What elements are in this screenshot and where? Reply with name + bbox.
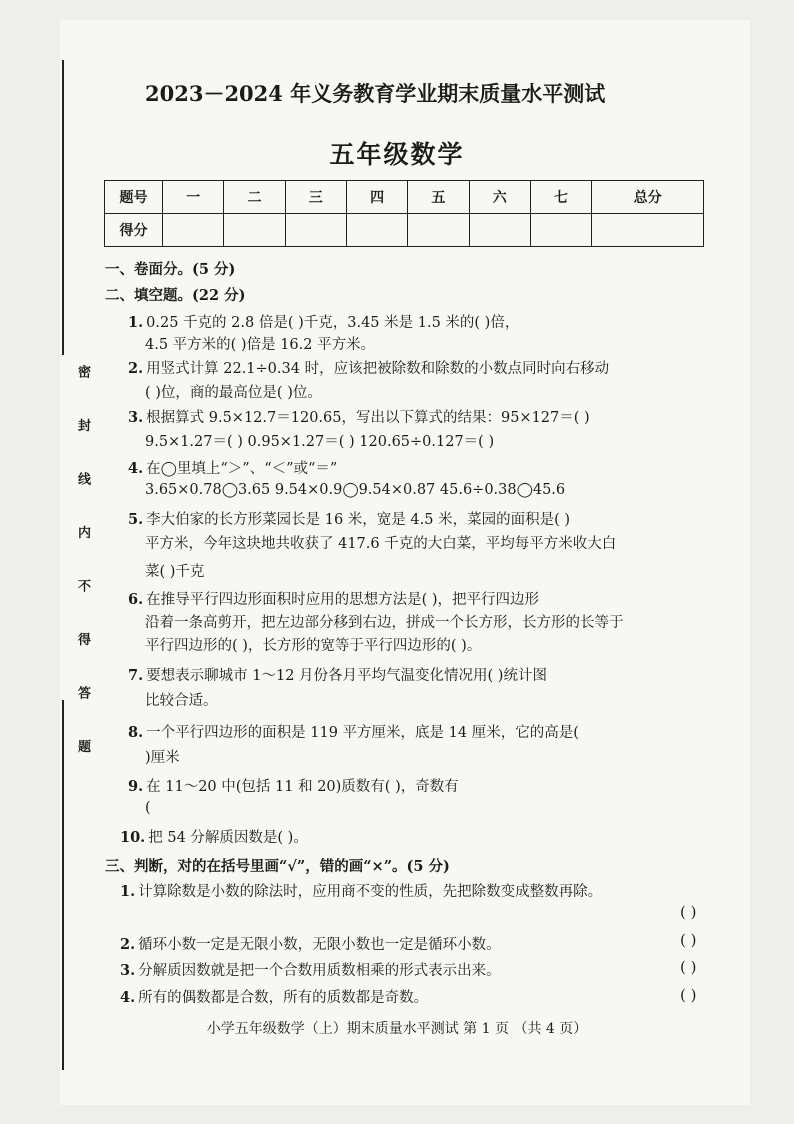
- score-cell: 得分: [105, 214, 163, 247]
- judge-number: 1.: [120, 883, 136, 900]
- question-4-line-1: [128, 457, 337, 478]
- question-text: 要想表示聊城市 1～12 月份各月平均气温变化情况用( )统计图: [146, 668, 547, 684]
- judge-answer-paren-3[interactable]: ( ): [680, 958, 697, 976]
- score-input-cell[interactable]: [530, 214, 591, 247]
- score-cell: 题号: [105, 181, 163, 214]
- question-5-line-1: [128, 508, 570, 529]
- judge-text: 所有的偶数都是合数，所有的质数都是奇数。: [138, 990, 429, 1006]
- question-text: 把 54 分解质因数是( )。: [148, 830, 308, 846]
- score-input-cell[interactable]: [346, 214, 407, 247]
- question-3-line-1: [128, 406, 590, 427]
- question-5-line-3: 菜( )千克: [145, 564, 205, 580]
- question-8-line-2: )厘米: [145, 750, 180, 766]
- judge-number: 2.: [120, 936, 136, 953]
- question-number: 1.: [128, 314, 144, 331]
- question-text: 根据算式 9.5×12.7＝120.65，写出以下算式的结果：95×127＝( ): [146, 410, 590, 426]
- judge-item-3: [120, 959, 501, 980]
- question-text: 一个平行四边形的面积是 119 平方厘米，底是 14 厘米，它的高是(: [146, 725, 579, 741]
- question-8-line-1: [128, 721, 579, 742]
- question-number: 5.: [128, 511, 144, 528]
- score-input-cell[interactable]: [408, 214, 469, 247]
- judge-text: 计算除数是小数的除法时，应用商不变的性质，先把除数变成整数再除。: [138, 884, 603, 900]
- question-number: 7.: [128, 667, 144, 684]
- question-1-line-2: 4.5 平方米的( )倍是 16.2 平方米。: [145, 337, 376, 353]
- question-2-line-2: ( )位，商的最高位是( )位。: [145, 385, 322, 401]
- question-9-line-2: (: [145, 800, 151, 816]
- question-2-line-1: [128, 357, 609, 378]
- judge-answer-paren-1[interactable]: ( ): [680, 903, 697, 921]
- question-text: 在 11～20 中(包括 11 和 20)质数有( )，奇数有: [146, 779, 459, 795]
- judge-text: 分解质因数就是把一个合数用质数相乘的形式表示出来。: [138, 963, 501, 979]
- judge-number: 4.: [120, 989, 136, 1006]
- score-cell: 总分: [592, 181, 704, 214]
- score-cell: 四: [346, 181, 407, 214]
- judge-number: 3.: [120, 962, 136, 979]
- section2-title: 二、填空题。(22 分): [105, 287, 246, 304]
- question-6-line-2: 沿着一条高剪开，把左边部分移到右边，拼成一个长方形，长方形的长等于: [145, 615, 624, 631]
- score-cell: 二: [224, 181, 285, 214]
- question-6-line-1: [128, 588, 539, 609]
- binding-notice: 密 封 线 内 不 得 答 题: [75, 365, 90, 771]
- question-9-line-1: [128, 775, 459, 796]
- question-number: 3.: [128, 409, 144, 426]
- question-number: 10.: [120, 829, 146, 846]
- score-cell: 七: [530, 181, 591, 214]
- score-input-cell[interactable]: [469, 214, 530, 247]
- judge-item-4: [120, 986, 428, 1007]
- question-4-line-2: 3.65×0.78◯3.65 9.54×0.9◯9.54×0.87 45.6÷0.38◯45.6: [145, 482, 566, 498]
- binding-line-bottom: [62, 700, 64, 1070]
- question-number: 8.: [128, 724, 144, 741]
- exam-title: 2023－2024 年义务教育学业期末质量水平测试: [145, 81, 606, 106]
- judge-item-1: [120, 880, 602, 901]
- question-text: 用竖式计算 22.1÷0.34 时，应该把被除数和除数的小数点同时向右移动: [146, 361, 610, 377]
- question-number: 6.: [128, 591, 144, 608]
- judge-answer-paren-2[interactable]: ( ): [680, 931, 697, 949]
- question-6-line-3: 平行四边形的( )，长方形的宽等于平行四边形的( )。: [145, 638, 482, 654]
- score-table-header-row: [105, 181, 704, 214]
- question-1-line-1: [128, 311, 519, 332]
- score-cell: 一: [163, 181, 224, 214]
- question-text: 0.25 千克的 2.8 倍是( )千克，3.45 米是 1.5 米的( )倍，: [146, 315, 520, 331]
- judge-item-2: [120, 933, 501, 954]
- score-input-cell[interactable]: [592, 214, 704, 247]
- question-7-line-1: [128, 664, 547, 685]
- question-number: 9.: [128, 778, 144, 795]
- score-cell: 五: [408, 181, 469, 214]
- question-7-line-2: 比较合适。: [145, 693, 218, 709]
- question-10-line: [120, 826, 308, 847]
- score-table: [104, 180, 704, 247]
- score-input-cell[interactable]: [163, 214, 224, 247]
- question-text: 在推导平行四边形面积时应用的思想方法是( )，把平行四边形: [146, 592, 540, 608]
- score-cell: 六: [469, 181, 530, 214]
- section1-title: 一、卷面分。(5 分): [105, 261, 236, 278]
- exam-subtitle: 五年级数学: [329, 140, 465, 169]
- question-number: 2.: [128, 360, 144, 377]
- question-number: 4.: [128, 460, 144, 477]
- score-table-score-row: [105, 214, 704, 247]
- question-text: 李大伯家的长方形菜园长是 16 米，宽是 4.5 米，菜园的面积是( ): [146, 512, 571, 528]
- judge-answer-paren-4[interactable]: ( ): [680, 986, 697, 1004]
- question-3-line-2: 9.5×1.27＝( ) 0.95×1.27＝( ) 120.65÷0.127＝( ): [145, 434, 495, 450]
- score-input-cell[interactable]: [285, 214, 346, 247]
- score-input-cell[interactable]: [224, 214, 285, 247]
- judge-text: 循环小数一定是无限小数，无限小数也一定是循环小数。: [138, 937, 501, 953]
- question-5-line-2: 平方米，今年这块地共收获了 417.6 千克的大白菜，平均每平方米收大白: [145, 536, 617, 552]
- binding-line-top: [62, 60, 64, 355]
- score-cell: 三: [285, 181, 346, 214]
- question-text: 在◯里填上“＞”、“＜”或“＝”: [146, 461, 338, 477]
- section3-title: 三、判断，对的在括号里画“√”，错的画“×”。(5 分): [105, 858, 450, 875]
- page-footer: 小学五年级数学（上）期末质量水平测试 第 1 页 （共 4 页）: [206, 1021, 588, 1037]
